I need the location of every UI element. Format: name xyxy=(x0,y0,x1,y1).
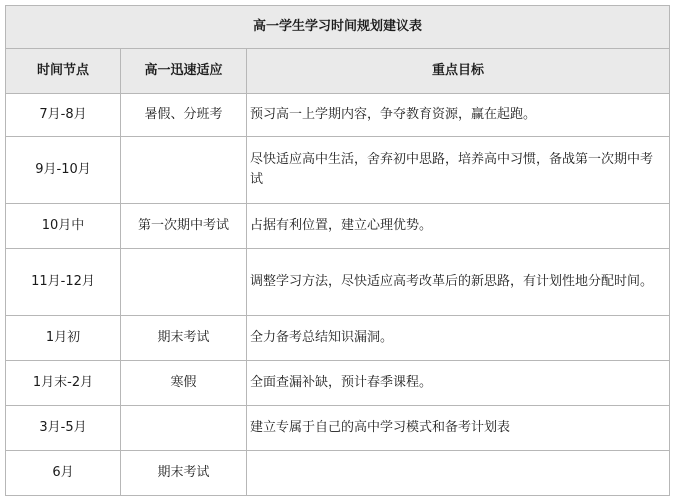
cell-goal: 建立专属于自己的高中学习模式和备考计划表 xyxy=(247,406,670,451)
table-row xyxy=(6,204,670,249)
cell-time: 1月末-2月 xyxy=(6,361,121,406)
cell-event: 寒假 xyxy=(121,361,247,406)
cell-goal: 调整学习方法，尽快适应高考改革后的新思路，有计划性地分配时间。 xyxy=(247,249,670,316)
cell-event xyxy=(121,406,247,451)
cell-time: 3月-5月 xyxy=(6,406,121,451)
cell-goal: 全面查漏补缺，预计春季课程。 xyxy=(247,361,670,406)
study-plan-table-container xyxy=(5,5,669,496)
column-header-goal: 重点目标 xyxy=(247,49,670,94)
study-plan-table xyxy=(5,5,670,496)
cell-time: 9月-10月 xyxy=(6,137,121,204)
cell-event xyxy=(121,249,247,316)
table-row xyxy=(6,94,670,137)
cell-event: 期末考试 xyxy=(121,451,247,496)
cell-goal: 全力备考总结知识漏洞。 xyxy=(247,316,670,361)
cell-time: 7月-8月 xyxy=(6,94,121,137)
table-row xyxy=(6,451,670,496)
column-header-event: 高一迅速适应 xyxy=(121,49,247,94)
cell-goal: 尽快适应高中生活，舍弃初中思路，培养高中习惯，备战第一次期中考试 xyxy=(247,137,670,204)
cell-event: 第一次期中考试 xyxy=(121,204,247,249)
cell-goal xyxy=(247,451,670,496)
cell-goal: 占据有利位置，建立心理优势。 xyxy=(247,204,670,249)
table-row xyxy=(6,361,670,406)
cell-time: 1月初 xyxy=(6,316,121,361)
table-row xyxy=(6,249,670,316)
cell-event: 暑假、分班考 xyxy=(121,94,247,137)
table-row xyxy=(6,137,670,204)
column-header-time: 时间节点 xyxy=(6,49,121,94)
cell-time: 11月-12月 xyxy=(6,249,121,316)
table-title-row xyxy=(6,6,670,49)
table-title: 高一学生学习时间规划建议表 xyxy=(6,6,670,49)
cell-time: 6月 xyxy=(6,451,121,496)
table-row xyxy=(6,316,670,361)
cell-time: 10月中 xyxy=(6,204,121,249)
cell-event: 期末考试 xyxy=(121,316,247,361)
table-header-row xyxy=(6,49,670,94)
cell-event xyxy=(121,137,247,204)
table-row xyxy=(6,406,670,451)
cell-goal: 预习高一上学期内容，争夺教育资源，赢在起跑。 xyxy=(247,94,670,137)
